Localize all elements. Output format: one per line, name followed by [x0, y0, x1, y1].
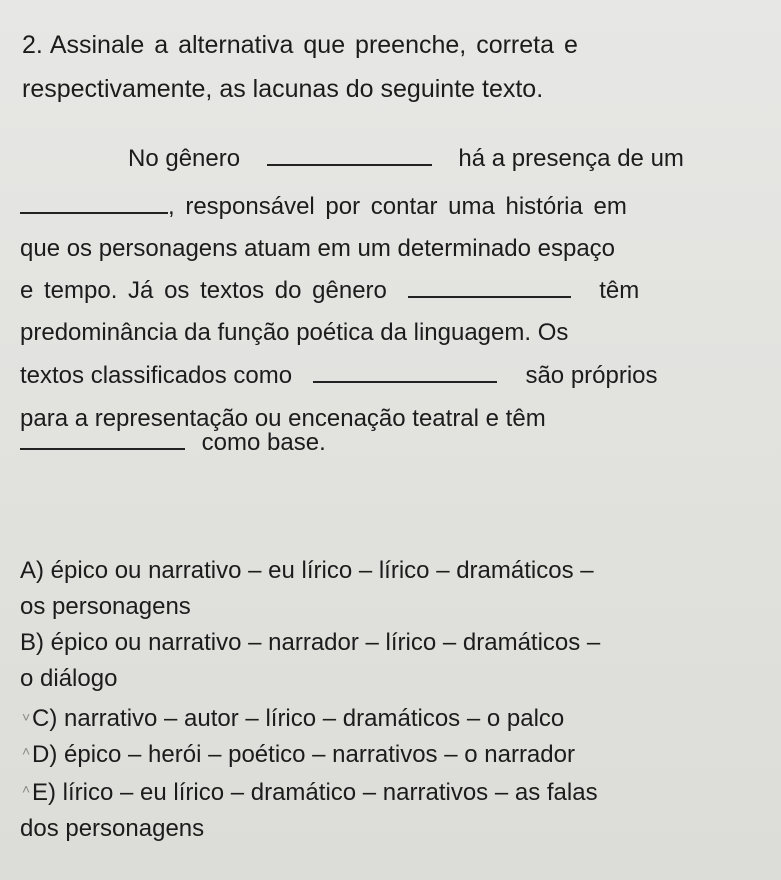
blank-5	[20, 428, 185, 450]
question-number: 2.	[22, 31, 43, 59]
option-a-line1[interactable]: A) épico ou narrativo – eu lírico – lírico – dramáticos –	[20, 557, 594, 584]
passage-text: são próprios	[525, 362, 658, 389]
pencil-tick-mark: ˄	[22, 781, 31, 797]
passage-text: têm	[599, 277, 640, 304]
passage-text: No gênero	[128, 145, 241, 172]
option-e-line1[interactable]: E) lírico – eu lírico – dramático – narrativos – as falas	[32, 779, 598, 806]
passage-line-7: para a representação ou encenação teatral e têm	[20, 405, 546, 432]
passage-line-4	[20, 276, 639, 306]
option-d[interactable]: D) épico – herói – poético – narrativos – o narrador	[32, 741, 575, 768]
passage-text: e tempo. Já os textos do gênero	[20, 277, 387, 304]
question-prompt-line1: Assinale a alternativa que preenche, correta e	[49, 31, 578, 59]
option-b-line1[interactable]: B) épico ou narrativo – narrador – lírico – dramáticos –	[20, 629, 601, 656]
pencil-tick-mark: ˄	[22, 743, 31, 759]
passage-line-3: que os personagens atuam em um determinado espaço	[20, 235, 616, 262]
pencil-tick-mark: ˅	[22, 709, 31, 725]
blank-2	[20, 192, 168, 214]
option-e-line2[interactable]: dos personagens	[20, 815, 205, 842]
question-prompt-line2: respectivamente, as lacunas do seguinte texto.	[22, 75, 544, 103]
blank-4	[313, 361, 497, 383]
passage-text: , responsável por contar uma história em	[168, 193, 627, 220]
option-a-line2[interactable]: os personagens	[20, 593, 191, 620]
passage-text: como base.	[201, 429, 326, 456]
passage-line-2	[20, 192, 627, 222]
blank-3	[408, 276, 571, 298]
passage-line-6	[20, 361, 658, 391]
passage-text: textos classificados como	[20, 362, 293, 389]
option-b-line2[interactable]: o diálogo	[20, 665, 118, 692]
passage-text: há a presença de um	[458, 145, 684, 172]
option-c[interactable]: C) narrativo – autor – lírico – dramáticos – o palco	[32, 705, 565, 732]
passage-line-5: predominância da função poética da linguagem. Os	[20, 319, 569, 346]
passage-line-1	[128, 144, 684, 174]
passage-line-8	[20, 428, 326, 458]
blank-1	[267, 144, 432, 166]
question-heading	[22, 30, 578, 60]
